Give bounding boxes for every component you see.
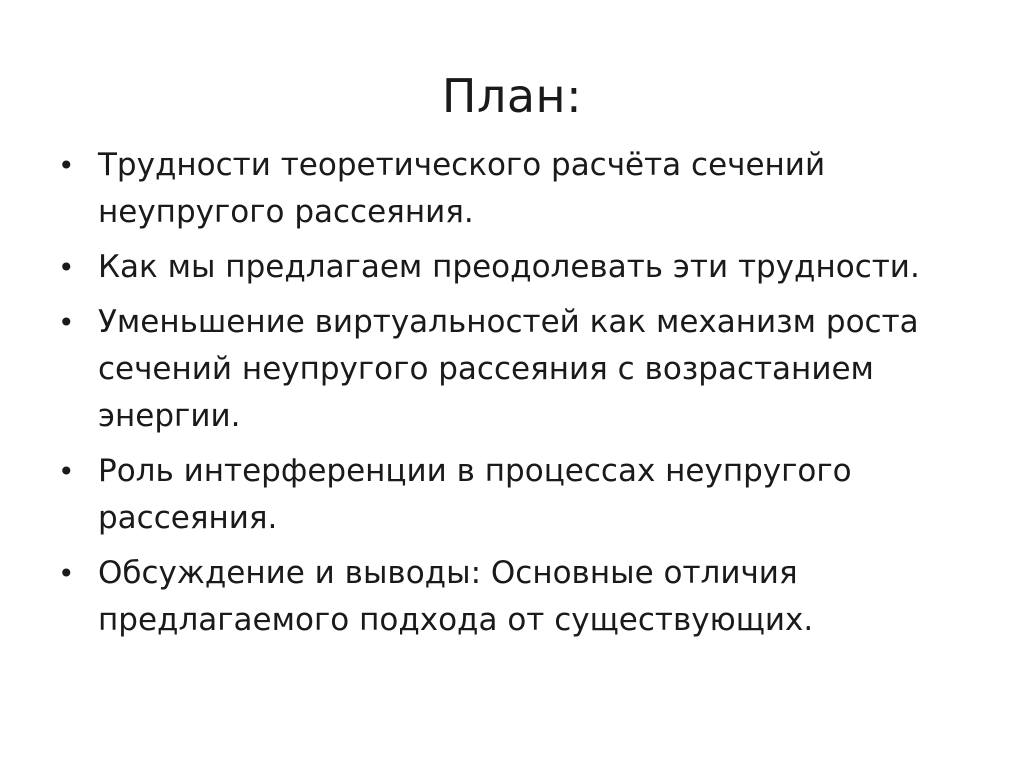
bullet-marker: •	[58, 149, 75, 182]
bullet-item	[58, 142, 958, 236]
bullet-marker: •	[58, 306, 75, 339]
slide-title: План:	[441, 69, 583, 123]
bullet-text: Обсуждение и выводы: Основные отличия предлагаемого подхода от существующих.	[98, 555, 814, 638]
bullet-marker: •	[58, 557, 75, 590]
bullet-text: Как мы предлагаем преодолевать эти трудности.	[98, 249, 920, 285]
bullet-list	[58, 142, 958, 652]
bullet-text: Трудности теоретического расчёта сечений неупругого рассеяния.	[98, 147, 826, 230]
bullet-item	[58, 244, 958, 291]
bullet-marker: •	[58, 251, 75, 284]
bullet-item	[58, 550, 958, 644]
bullet-text: Роль интерференции в процессах неупругого рассеяния.	[98, 453, 852, 536]
bullet-marker: •	[58, 455, 75, 488]
bullet-text: Уменьшение виртуальностей как механизм роста сечений неупругого рассеяния с возрастанием энергии.	[98, 304, 919, 434]
bullet-item	[58, 299, 958, 440]
bullet-item	[58, 448, 958, 542]
